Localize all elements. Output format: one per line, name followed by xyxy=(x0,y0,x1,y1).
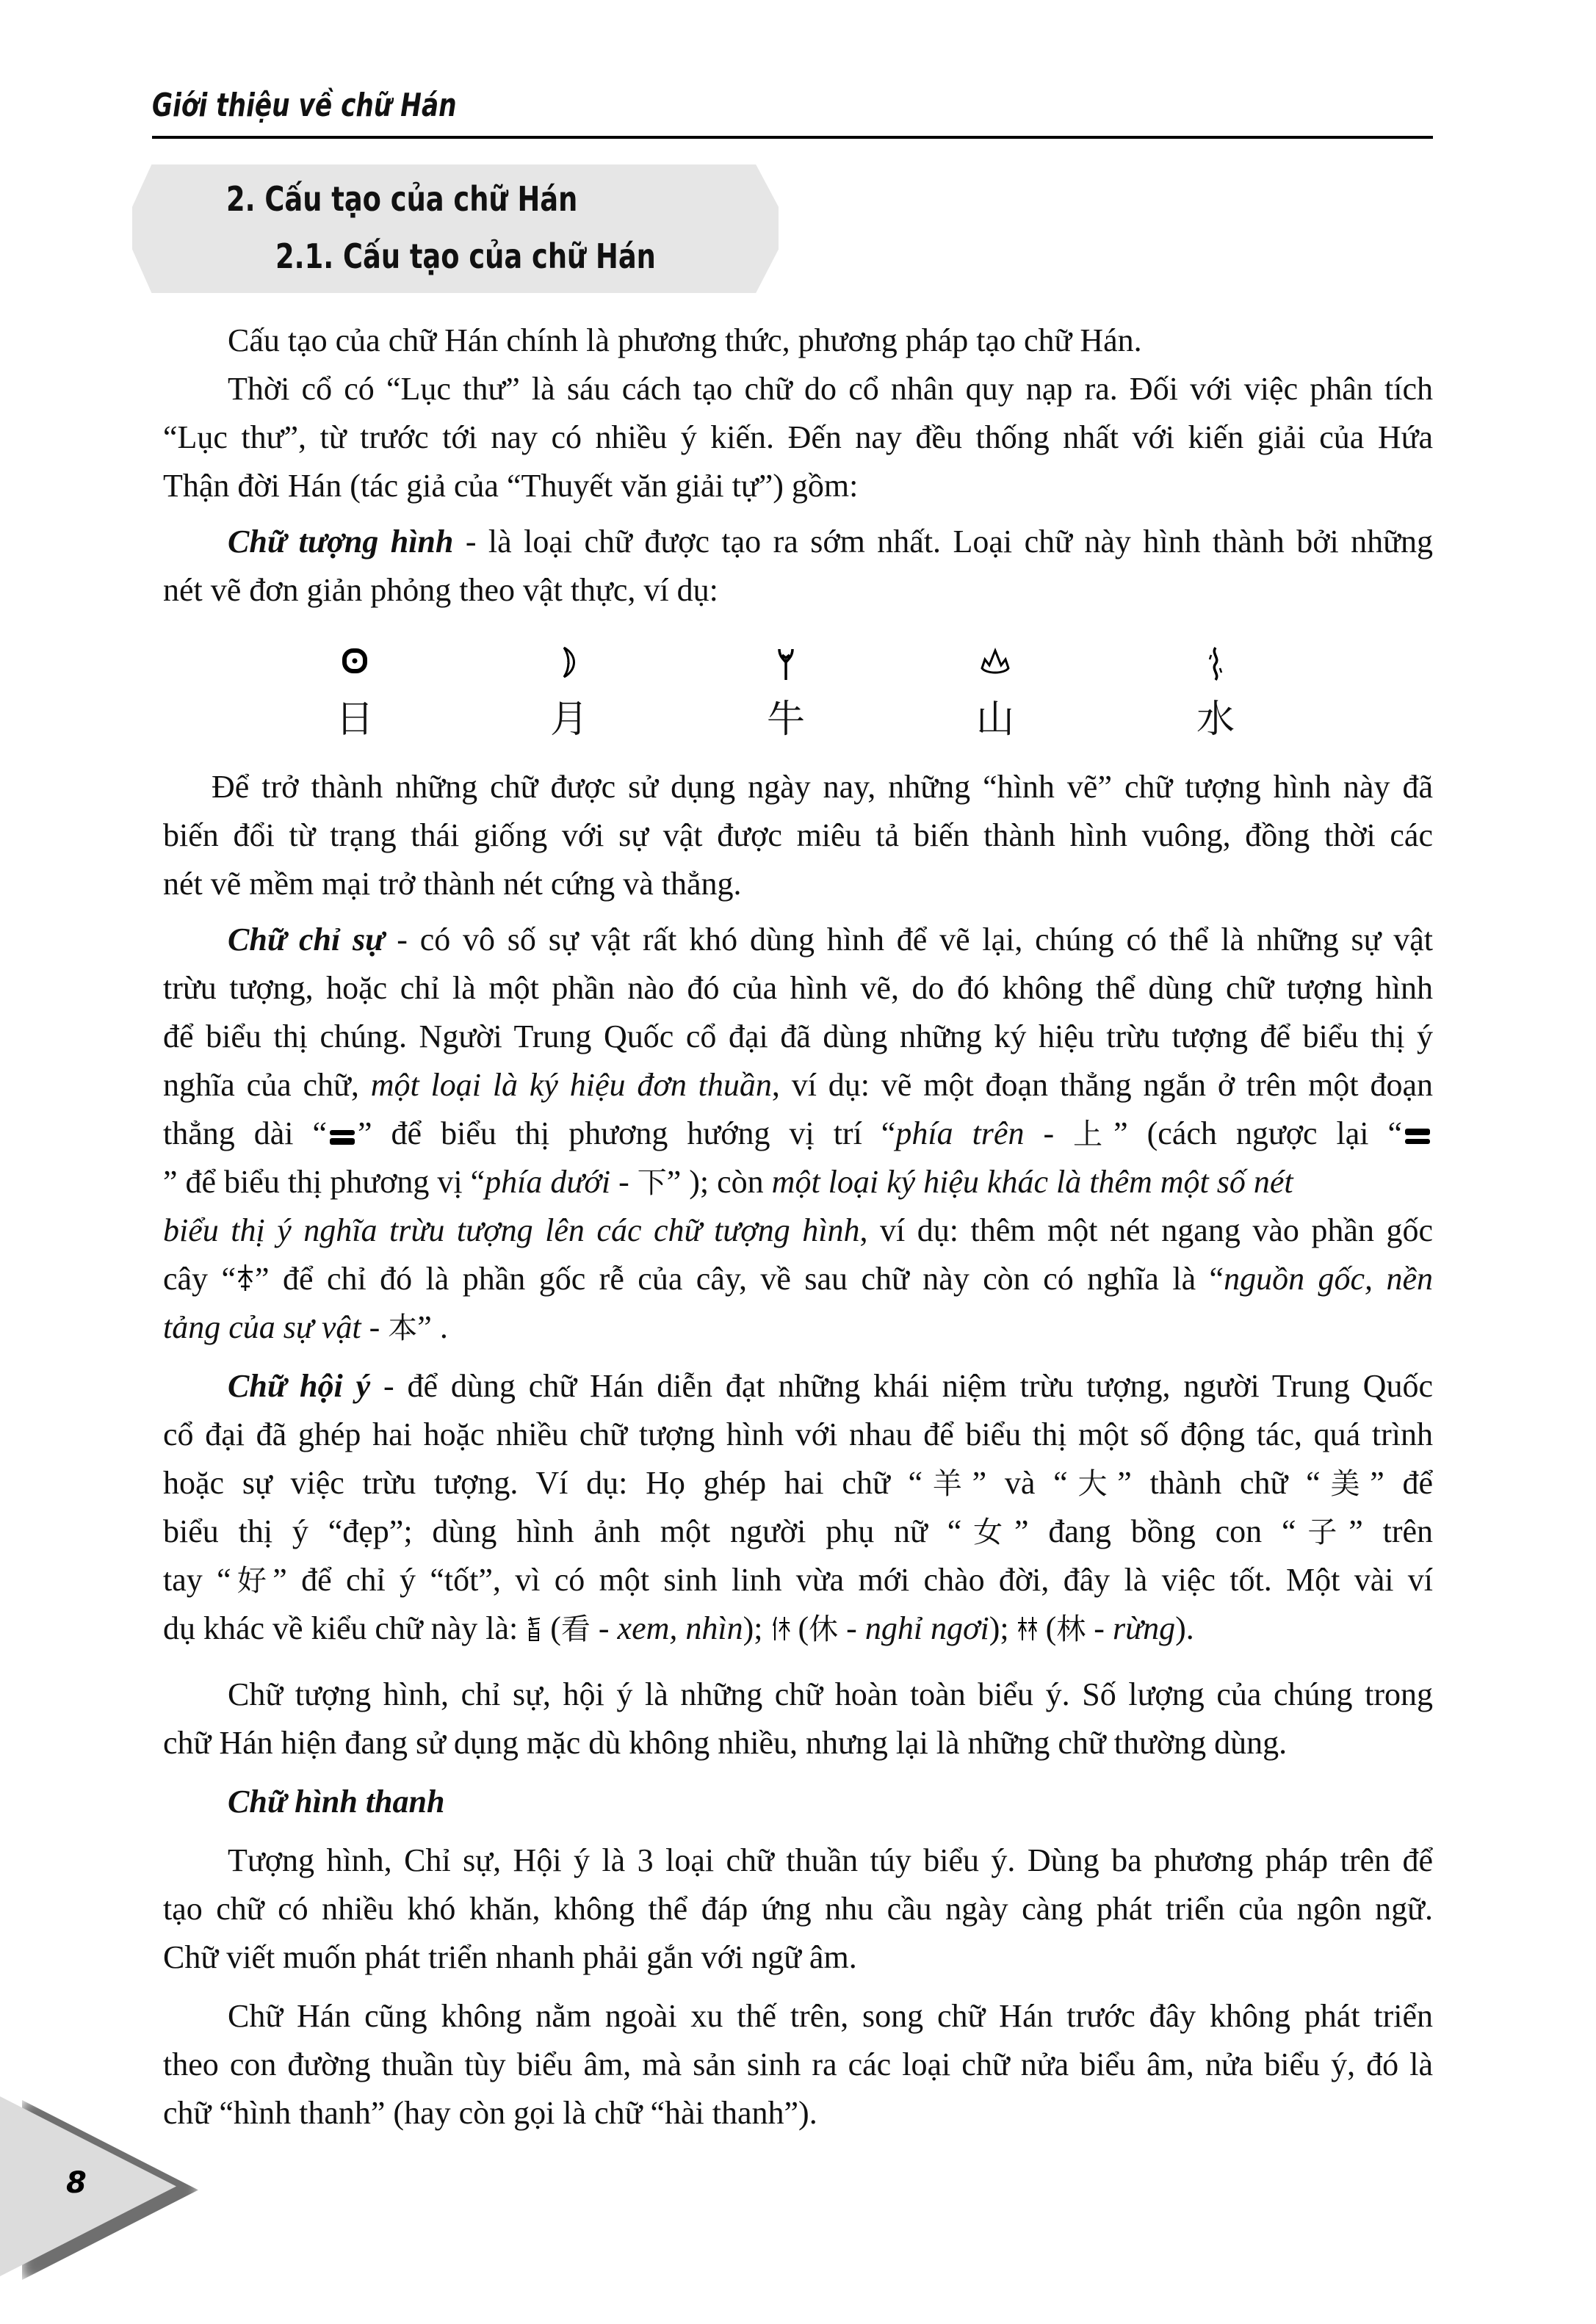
paragraph-line: Chữ tượng hình, chỉ sự, hội ý là những chữ hoàn toàn biểu ý. Số lượng của chúng trong xyxy=(228,1676,1433,1712)
paragraph-line: theo con đường thuần tùy biểu âm, mà sản sinh ra các loại chữ nửa biểu âm, nửa biểu ý, đó là xyxy=(163,2046,1433,2082)
paragraph-line: Tượng hình, Chỉ sự, Hội ý là 3 loại chữ thuần túy biểu ý. Dùng ba phương pháp trên để xyxy=(228,1842,1433,1878)
moon-seal-glyph-icon xyxy=(544,646,595,682)
text-span: ” (cách ngược lại “ xyxy=(1113,1115,1403,1151)
han-character: 女 xyxy=(961,1516,1014,1549)
below-symbol-icon xyxy=(1405,1127,1430,1146)
page-number-tab xyxy=(0,2096,176,2276)
han-character: 好 xyxy=(231,1564,273,1598)
text-span: ( xyxy=(790,1610,809,1646)
text-span: dụ khác về kiểu chữ này là: xyxy=(163,1610,527,1646)
paragraph-line xyxy=(163,1066,1433,1104)
above-symbol-icon xyxy=(330,1127,355,1146)
italic-span: phía dưới xyxy=(485,1164,611,1200)
text-span: ” . xyxy=(417,1309,448,1345)
paragraph-line xyxy=(163,1464,1433,1502)
paragraph-line: “Lục thư”, từ trước tới nay có nhiều ý kiến. Đến nay đều thống nhất với kiến giải của Hứa xyxy=(163,419,1433,455)
italic-span: xem, nhìn xyxy=(617,1610,743,1646)
text-span: ” để chỉ đó là phần gốc rễ của cây, về sau chữ này còn có nghĩa là “ xyxy=(255,1261,1224,1297)
han-character: 山 xyxy=(975,698,1014,742)
paragraph-line: Thời cổ có “Lục thư” là sáu cách tạo chữ do cổ nhân quy nạp ra. Đối với việc phân tích xyxy=(228,371,1433,407)
look-seal-glyph-icon xyxy=(526,1612,542,1651)
han-character: 牛 xyxy=(766,698,805,742)
mountain-seal-glyph-icon xyxy=(969,646,1021,679)
text-span: ” để xyxy=(1370,1465,1433,1501)
text-span: - xyxy=(1086,1610,1113,1646)
text-span: ” để biểu thị phương hướng vị trí “ xyxy=(358,1115,896,1151)
seal-glyph-row xyxy=(0,646,1596,690)
han-character-row xyxy=(0,698,1596,749)
text-span: - xyxy=(838,1610,865,1646)
text-span: - có vô số sự vật rất khó dùng hình để vẽ lại, chúng có thể là những sự vật xyxy=(384,922,1433,958)
ox-seal-glyph-icon xyxy=(760,646,812,685)
forest-seal-glyph-icon xyxy=(1017,1612,1038,1651)
text-span: ( xyxy=(1037,1610,1057,1646)
text-span: nghĩa của chữ, xyxy=(163,1067,371,1103)
paragraph-line xyxy=(163,1163,1433,1202)
paragraph-line: Để trở thành những chữ được sử dụng ngày nay, những “hình vẽ” chữ tượng hình này đã xyxy=(212,769,1433,805)
page-number: 8 xyxy=(66,2166,87,2200)
italic-span: tảng của sự vật xyxy=(163,1309,361,1345)
text-span: tay “ xyxy=(163,1562,231,1598)
section-heading: 2. Cấu tạo của chữ Hán xyxy=(226,179,578,219)
subsection-heading: 2.1. Cấu tạo của chữ Hán xyxy=(275,236,656,276)
paragraph-line xyxy=(163,1308,1433,1347)
text-span: ” đang bồng con “ xyxy=(1014,1513,1296,1549)
paragraph-line xyxy=(163,1610,1433,1651)
paragraph-line: cổ đại đã ghép hai hoặc nhiều chữ tượng hình với nhau để biểu thị một số động tác, quá trình xyxy=(163,1416,1433,1452)
paragraph-line xyxy=(163,1212,1433,1250)
italic-span: nguồn gốc, nền xyxy=(1224,1261,1433,1297)
text-span: - xyxy=(590,1610,618,1646)
text-span: - xyxy=(1024,1115,1074,1151)
han-character: 子 xyxy=(1296,1516,1349,1549)
paragraph-line: nét vẽ đơn giản phỏng theo vật thực, ví dụ: xyxy=(163,572,718,608)
text-span: - xyxy=(610,1164,638,1200)
han-character: 月 xyxy=(549,698,588,742)
paragraph-line xyxy=(228,523,1433,561)
text-span: - xyxy=(361,1309,389,1345)
text-span: ” để chỉ ý “tốt”, vì có một sinh linh vừa mới chào đời, đây là việc tốt. Một vài ví xyxy=(272,1562,1433,1598)
text-span: ” và “ xyxy=(972,1465,1068,1501)
italic-span: rừng xyxy=(1112,1610,1176,1646)
paragraph-line xyxy=(163,1561,1433,1599)
paragraph-line: chữ “hình thanh” (hay còn gọi là chữ “hài thanh”). xyxy=(163,2095,817,2131)
text-span: biểu thị ý “đẹp”; dùng hình ảnh một người phụ nữ “ xyxy=(163,1513,962,1549)
text-span: , ví dụ: thêm một nét ngang vào phần gốc xyxy=(859,1212,1433,1248)
paragraph-line: chữ Hán hiện đang sử dụng mặc dù không nhiều, nhưng lại là những chữ thường dùng. xyxy=(163,1725,1288,1761)
rest-seal-glyph-icon xyxy=(771,1612,790,1651)
text-span: ); xyxy=(743,1610,771,1646)
header-rule xyxy=(152,136,1433,139)
han-character: 日 xyxy=(335,698,374,742)
text-span: ” để biểu thị phương vị “ xyxy=(163,1164,485,1200)
text-span: thẳng dài “ xyxy=(163,1115,328,1151)
paragraph-line: Chữ Hán cũng không nằm ngoài xu thế trên, song chữ Hán trước đây không phát triển xyxy=(228,1998,1433,2034)
term-compound: Chữ hội ý xyxy=(228,1368,371,1404)
han-character: 大 xyxy=(1067,1467,1118,1501)
text-span: ( xyxy=(542,1610,561,1646)
italic-span: một loại là ký hiệu đơn thuần xyxy=(370,1067,772,1103)
text-span: ); xyxy=(989,1610,1017,1646)
paragraph-line: tạo chữ có nhiều khó khăn, không thể đáp ứng nhu cầu ngày càng phát triển của ngôn ngữ. xyxy=(163,1891,1433,1927)
subheading-phonosemantic: Chữ hình thanh xyxy=(228,1784,445,1820)
paragraph-line xyxy=(163,1513,1433,1551)
text-span: cây “ xyxy=(163,1261,236,1297)
root-seal-glyph-icon xyxy=(236,1263,255,1298)
text-span: ” trên xyxy=(1348,1513,1433,1549)
running-head: Giới thiệu về chữ Hán xyxy=(152,87,457,124)
text-span: - để dùng chữ Hán diễn đạt những khái niệm trừu tượng, người Trung Quốc xyxy=(370,1368,1433,1404)
paragraph-line: Thận đời Hán (tác giả của “Thuyết văn giải tự”) gồm: xyxy=(163,468,859,504)
paragraph-line xyxy=(163,1115,1433,1153)
han-character: 水 xyxy=(1196,698,1235,742)
sun-seal-glyph-icon xyxy=(329,646,380,679)
italic-span: nghỉ ngơi xyxy=(864,1610,989,1646)
han-character: 看 xyxy=(560,1612,591,1646)
han-character: 下 xyxy=(637,1166,667,1200)
italic-span: một loại ký hiệu khác là thêm một số nét xyxy=(771,1164,1293,1200)
water-seal-glyph-icon xyxy=(1190,646,1241,685)
paragraph-line xyxy=(228,1367,1433,1405)
text-span: ” thành chữ “ xyxy=(1117,1465,1321,1501)
term-indicative: Chữ chỉ sự xyxy=(228,922,385,958)
paragraph-line: Chữ viết muốn phát triển nhanh phải gắn với ngữ âm. xyxy=(163,1939,857,1975)
han-character: 林 xyxy=(1056,1612,1086,1646)
paragraph-line: Cấu tạo của chữ Hán chính là phương thức, phương pháp tạo chữ Hán. xyxy=(228,322,1142,358)
han-character: 本 xyxy=(388,1311,418,1345)
paragraph-line xyxy=(228,921,1433,959)
han-character: 美 xyxy=(1320,1467,1371,1501)
text-span: ). xyxy=(1175,1610,1194,1646)
han-character: 休 xyxy=(809,1612,839,1646)
paragraph-line: nét vẽ mềm mại trở thành nét cứng và thẳng. xyxy=(163,866,742,902)
text-span: , ví dụ: vẽ một đoạn thẳng ngắn ở trên một đoạn xyxy=(771,1067,1433,1103)
han-character: 羊 xyxy=(922,1467,972,1501)
italic-span: phía trên xyxy=(895,1115,1025,1151)
italic-span: biểu thị ý nghĩa trừu tượng lên các chữ tượng hình xyxy=(163,1212,860,1248)
term-pictograph: Chữ tượng hình xyxy=(228,524,454,560)
paragraph-line: để biểu thị chúng. Người Trung Quốc cổ đại đã dùng những ký hiệu trừu tượng để biểu thị ý xyxy=(163,1018,1433,1054)
text-span: - là loại chữ được tạo ra sớm nhất. Loại chữ này hình thành bởi những xyxy=(453,524,1433,560)
paragraph-line: biến đổi từ trạng thái giống với sự vật được miêu tả biến thành hình vuông, đồng thời các xyxy=(163,817,1433,853)
paragraph-line xyxy=(163,1260,1433,1298)
text-span: ” ); còn xyxy=(666,1164,772,1200)
paragraph-line: trừu tượng, hoặc chỉ là một phần nào đó của hình vẽ, do đó không thể dùng chữ tượng hình xyxy=(163,970,1433,1006)
text-span: hoặc sự việc trừu tượng. Ví dụ: Họ ghép hai chữ “ xyxy=(163,1465,923,1501)
han-character: 上 xyxy=(1073,1118,1114,1151)
